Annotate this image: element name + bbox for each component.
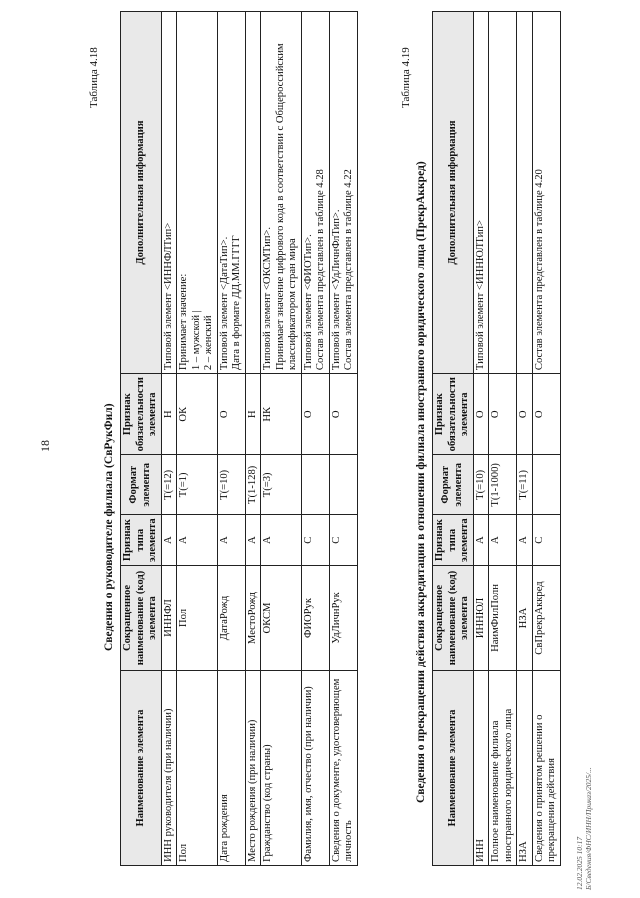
table-cell: С bbox=[532, 515, 560, 566]
table-cell: А bbox=[473, 515, 489, 566]
table-cell: О bbox=[217, 374, 245, 455]
table-cell: ИННФЛ bbox=[161, 566, 177, 671]
table-row bbox=[517, 12, 533, 866]
column-header: Признак обязательности элемента bbox=[121, 374, 162, 455]
table-cell: Типовой элемент <ДатаТип>. Дата в формате ДД.ММ.ГГГГ bbox=[217, 12, 245, 374]
table-cell: Типовой элемент <УдЛичнФлТип>. Состав элемента представлен в таблице 4.22 bbox=[329, 12, 357, 374]
table-cell: Т(=10) bbox=[473, 455, 489, 515]
table-cell: О bbox=[532, 374, 560, 455]
table-cell: ФИОРук bbox=[301, 566, 329, 671]
table-number-1: Таблица 4.18 bbox=[88, 47, 100, 108]
table-cell: Т(1-128) bbox=[245, 455, 261, 515]
table-1 bbox=[120, 11, 358, 866]
table-row bbox=[473, 12, 489, 866]
table-row bbox=[161, 12, 177, 866]
column-header: Сокращенное наименование (код) элемента bbox=[433, 566, 474, 671]
table-cell: А bbox=[261, 515, 302, 566]
table-cell: Гражданство (код страны) bbox=[261, 671, 302, 866]
table-cell: Место рождения (при наличии) bbox=[245, 671, 261, 866]
table-cell: НЗА bbox=[517, 671, 533, 866]
table-cell: Н bbox=[161, 374, 177, 455]
table-cell: О bbox=[329, 374, 357, 455]
table-cell: Н bbox=[245, 374, 261, 455]
table-cell: С bbox=[301, 515, 329, 566]
table-row bbox=[301, 12, 329, 866]
table-cell: А bbox=[517, 515, 533, 566]
column-header: Наименование элемента bbox=[121, 671, 162, 866]
table-cell: Типовой элемент <ИННФЛТип> bbox=[161, 12, 177, 374]
table-row bbox=[489, 12, 517, 866]
table-cell: Полное наименование филиала иностранного юридического лица bbox=[489, 671, 517, 866]
table-cell: Типовой элемент <ИННЮЛТип> bbox=[473, 12, 489, 374]
table-row bbox=[532, 12, 560, 866]
table-cell: ИНН bbox=[473, 671, 489, 866]
table-cell: О bbox=[517, 374, 533, 455]
table-cell bbox=[517, 12, 533, 374]
table-2 bbox=[432, 11, 561, 866]
table-cell: ОК bbox=[177, 374, 218, 455]
table-title-2: Сведения о прекращении действия аккредитации в отношении филиала иностранного юридического лица (ПрекрАккред) bbox=[415, 161, 427, 803]
column-header: Наименование элемента bbox=[433, 671, 474, 866]
table-cell: МестоРожд bbox=[245, 566, 261, 671]
table-cell bbox=[245, 12, 261, 374]
table-cell: А bbox=[489, 515, 517, 566]
table-cell: А bbox=[217, 515, 245, 566]
table-cell: Типовой элемент <ОКСМТип>. Принимает значение цифрового кода в соответствии с Общероссийским классификатором стран мира bbox=[261, 12, 302, 374]
table-cell: ИННЮЛ bbox=[473, 566, 489, 671]
table-cell: О bbox=[301, 374, 329, 455]
table-cell: Т(=11) bbox=[517, 455, 533, 515]
column-header: Признак типа элемента bbox=[433, 515, 474, 566]
table-cell: Т(1-1000) bbox=[489, 455, 517, 515]
table-row bbox=[217, 12, 245, 866]
table-cell: Т(=1) bbox=[177, 455, 218, 515]
table-cell: СвПрекрАккред bbox=[532, 566, 560, 671]
column-header: Признак обязательности элемента bbox=[433, 374, 474, 455]
column-header: Признак типа элемента bbox=[121, 515, 162, 566]
table-cell: ОКСМ bbox=[261, 566, 302, 671]
table-cell: Дата рождения bbox=[217, 671, 245, 866]
table-cell: О bbox=[473, 374, 489, 455]
column-header: Дополнительная информация bbox=[121, 12, 162, 374]
table-cell: НЗА bbox=[517, 566, 533, 671]
table-cell: Т(=3) bbox=[261, 455, 302, 515]
table-cell: А bbox=[245, 515, 261, 566]
table-cell bbox=[329, 455, 357, 515]
table-cell: Пол bbox=[177, 671, 218, 866]
column-header: Формат элемента bbox=[433, 455, 474, 515]
document-stamp: 12.02.2025 10:17 Б/Сведения/ФНС/ИНН/Приказ/2025/... bbox=[575, 767, 594, 890]
table-cell: С bbox=[329, 515, 357, 566]
table-cell: Сведения о документе, удостоверяющем личность bbox=[329, 671, 357, 866]
table-cell bbox=[489, 12, 517, 374]
table-row bbox=[261, 12, 302, 866]
column-header: Формат элемента bbox=[121, 455, 162, 515]
table-cell bbox=[301, 455, 329, 515]
table-header-row bbox=[433, 12, 474, 866]
table-row bbox=[245, 12, 261, 866]
table-number-2: Таблица 4.19 bbox=[400, 47, 412, 108]
table-cell: Типовой элемент <ФИОТип>. Состав элемента представлен в таблице 4.28 bbox=[301, 12, 329, 374]
table-cell: Пол bbox=[177, 566, 218, 671]
table-cell: ИНН руководителя (при наличии) bbox=[161, 671, 177, 866]
table-cell: А bbox=[177, 515, 218, 566]
table-cell: Состав элемента представлен в таблице 4.20 bbox=[532, 12, 560, 374]
table-cell: НаимФилПолн bbox=[489, 566, 517, 671]
table-cell: ДатаРожд bbox=[217, 566, 245, 671]
table-cell: Т(=12) bbox=[161, 455, 177, 515]
table-cell: Сведения о принятом решении о прекращении действия bbox=[532, 671, 560, 866]
table-cell: Т(=10) bbox=[217, 455, 245, 515]
table-title-1: Сведения о руководителе филиала (СвРукФил) bbox=[103, 403, 115, 651]
table-cell: А bbox=[161, 515, 177, 566]
table-cell bbox=[532, 455, 560, 515]
page-number: 18 bbox=[38, 440, 52, 452]
table-cell: О bbox=[489, 374, 517, 455]
table-header-row bbox=[121, 12, 162, 866]
table-row bbox=[177, 12, 218, 866]
table-cell: НК bbox=[261, 374, 302, 455]
table-cell: Принимает значение: 1 – мужской | 2 – женский bbox=[177, 12, 218, 374]
column-header: Дополнительная информация bbox=[433, 12, 474, 374]
table-cell: УдЛичнРук bbox=[329, 566, 357, 671]
column-header: Сокращенное наименование (код) элемента bbox=[121, 566, 162, 671]
table-cell: Фамилия, имя, отчество (при наличии) bbox=[301, 671, 329, 866]
table-row bbox=[329, 12, 357, 866]
